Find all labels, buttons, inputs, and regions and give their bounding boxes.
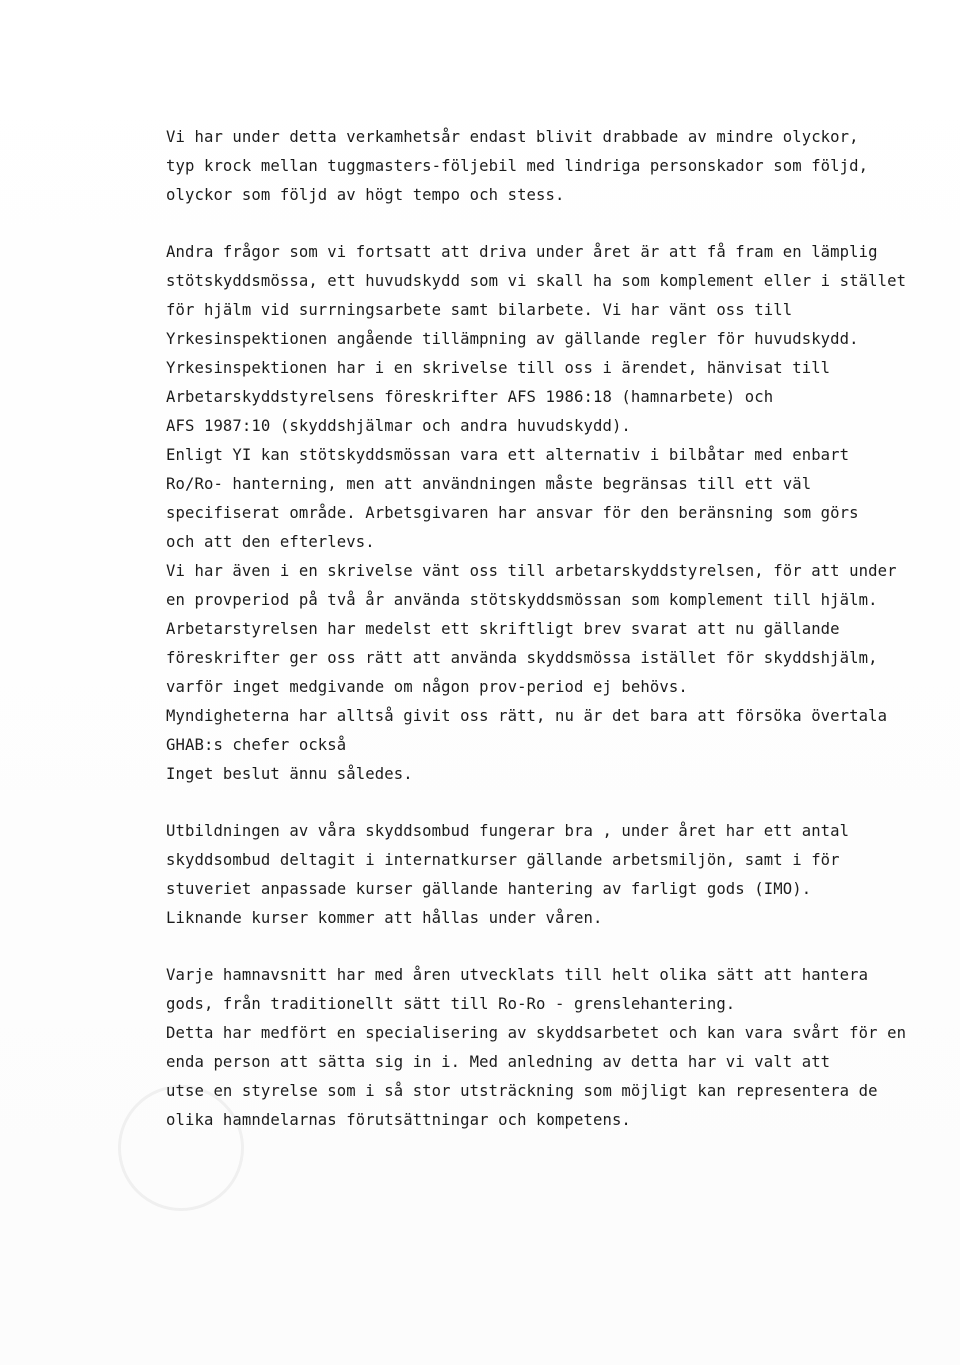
text-line: Yrkesinspektionen har i en skrivelse till oss i ärendet, hänvisat till [166, 359, 831, 377]
text-line: Inget beslut ännu således. [166, 765, 413, 783]
paragraph-board [166, 961, 926, 1135]
text-line: och att den efterlevs. [166, 533, 375, 551]
text-line: en provperiod på två år använda stötskyddsmössan som komplement till hjälm. [166, 591, 878, 609]
paragraph-head-protection [166, 238, 926, 789]
text-line: AFS 1987:10 (skyddshjälmar och andra huvudskydd). [166, 417, 631, 435]
text-line: Vi har även i en skrivelse vänt oss till arbetarskyddstyrelsen, för att under [166, 562, 897, 580]
text-line: GHAB:s chefer också [166, 736, 347, 754]
text-line: typ krock mellan tuggmasters-följebil med lindriga personskador som följd, [166, 157, 869, 175]
text-line: Utbildningen av våra skyddsombud fungerar bra , under året har ett antal [166, 822, 850, 840]
text-line: Vi har under detta verkamhetsår endast blivit drabbade av mindre olyckor, [166, 128, 859, 146]
text-line: utse en styrelse som i så stor utsträckning som möjligt kan representera de [166, 1082, 878, 1100]
text-line: olyckor som följd av högt tempo och stess. [166, 186, 565, 204]
paragraph-accidents [166, 123, 926, 210]
text-line: olika hamndelarnas förutsättningar och kompetens. [166, 1111, 631, 1129]
text-line: Liknande kurser kommer att hållas under våren. [166, 909, 603, 927]
text-line: Arbetarskyddstyrelsens föreskrifter AFS 1986:18 (hamnarbete) och [166, 388, 774, 406]
text-line: för hjälm vid surrningsarbete samt bilarbete. Vi har vänt oss till [166, 301, 793, 319]
text-line: Detta har medfört en specialisering av skyddsarbetet och kan vara svårt för en [166, 1024, 907, 1042]
text-line: Andra frågor som vi fortsatt att driva under året är att få fram en lämplig [166, 243, 878, 261]
text-line: Arbetarstyrelsen har medelst ett skriftligt brev svarat att nu gällande [166, 620, 840, 638]
text-line: stötskyddsmössa, ett huvudskydd som vi skall ha som komplement eller i stället [166, 272, 907, 290]
text-line: Yrkesinspektionen angående tillämpning av gällande regler för huvudskydd. [166, 330, 859, 348]
text-line: gods, från traditionellt sätt till Ro-Ro - grenslehantering. [166, 995, 736, 1013]
text-line: stuveriet anpassade kurser gällande hantering av farligt gods (IMO). [166, 880, 812, 898]
text-line: Ro/Ro- hanterning, men att användningen måste begränsas till ett väl [166, 475, 812, 493]
text-line: varför inget medgivande om någon prov-period ej behövs. [166, 678, 688, 696]
text-line: Enligt YI kan stötskyddsmössan vara ett alternativ i bilbåtar med enbart [166, 446, 850, 464]
text-line: föreskrifter ger oss rätt att använda skyddsmössa istället för skyddshjälm, [166, 649, 878, 667]
text-line: Myndigheterna har alltså givit oss rätt, nu är det bara att försöka övertala [166, 707, 888, 725]
text-line: Varje hamnavsnitt har med åren utvecklats till helt olika sätt att hantera [166, 966, 869, 984]
document-body [166, 123, 926, 1135]
text-line: skyddsombud deltagit i internatkurser gällande arbetsmiljön, samt i för [166, 851, 840, 869]
text-line: specifiserat område. Arbetsgivaren har ansvar för den beränsning som görs [166, 504, 859, 522]
paragraph-training [166, 817, 926, 933]
text-line: enda person att sätta sig in i. Med anledning av detta har vi valt att [166, 1053, 831, 1071]
